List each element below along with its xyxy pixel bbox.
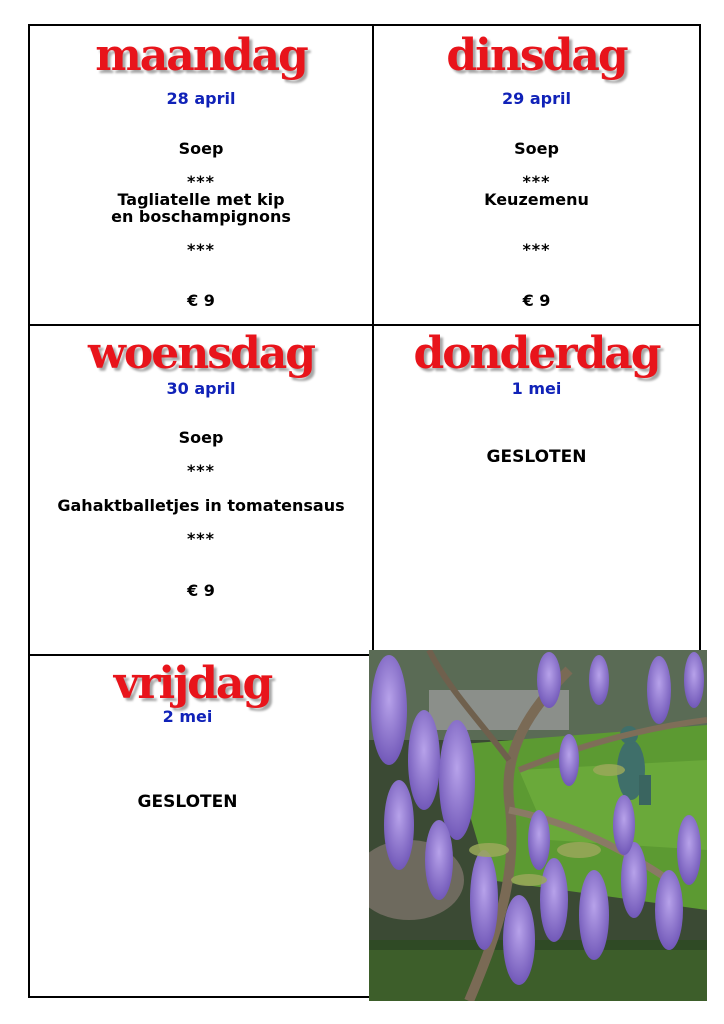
- date-label: 1 mei: [511, 379, 562, 398]
- day-title: dinsdag: [446, 30, 627, 81]
- day-title: maandag: [95, 30, 307, 81]
- day-title: donderdag: [413, 328, 660, 379]
- separator: ***: [186, 461, 216, 480]
- main-dish-line2: en boschampignons: [111, 207, 291, 226]
- friday-cell: [30, 656, 345, 996]
- date-label: 30 april: [166, 379, 236, 398]
- day-title: vrijdag: [113, 658, 272, 709]
- status-label: GESLOTEN: [137, 792, 238, 812]
- grid-line-right-lower: [699, 324, 701, 652]
- wisteria-garden-photo: [369, 650, 707, 1001]
- grid-line-bottom: [28, 996, 370, 998]
- soup-label: Soep: [514, 139, 559, 158]
- date-label: 28 april: [166, 89, 236, 108]
- main-dish: Keuzemenu: [484, 190, 589, 209]
- date-label: 29 april: [502, 89, 571, 108]
- separator: ***: [522, 240, 551, 259]
- soup-label: Soep: [178, 428, 224, 447]
- price-label: € 9: [522, 291, 551, 310]
- separator: ***: [186, 240, 216, 259]
- tuesday-cell: [374, 26, 699, 324]
- day-title: woensdag: [87, 328, 315, 379]
- status-label: GESLOTEN: [486, 447, 587, 467]
- main-dish: Gahaktballetjes in tomatensaus: [57, 496, 345, 515]
- grid-line-right: [699, 24, 701, 326]
- wednesday-cell: [30, 326, 372, 654]
- monday-cell: [30, 26, 372, 324]
- separator: ***: [186, 529, 216, 548]
- price-label: € 9: [187, 291, 215, 310]
- price-label: € 9: [187, 581, 215, 600]
- separator: ***: [522, 172, 551, 191]
- thursday-cell: [374, 326, 699, 652]
- separator: ***: [186, 172, 216, 191]
- soup-label: Soep: [178, 139, 224, 158]
- date-label: 2 mei: [162, 707, 213, 726]
- main-dish-line1: Tagliatelle met kip: [117, 190, 285, 209]
